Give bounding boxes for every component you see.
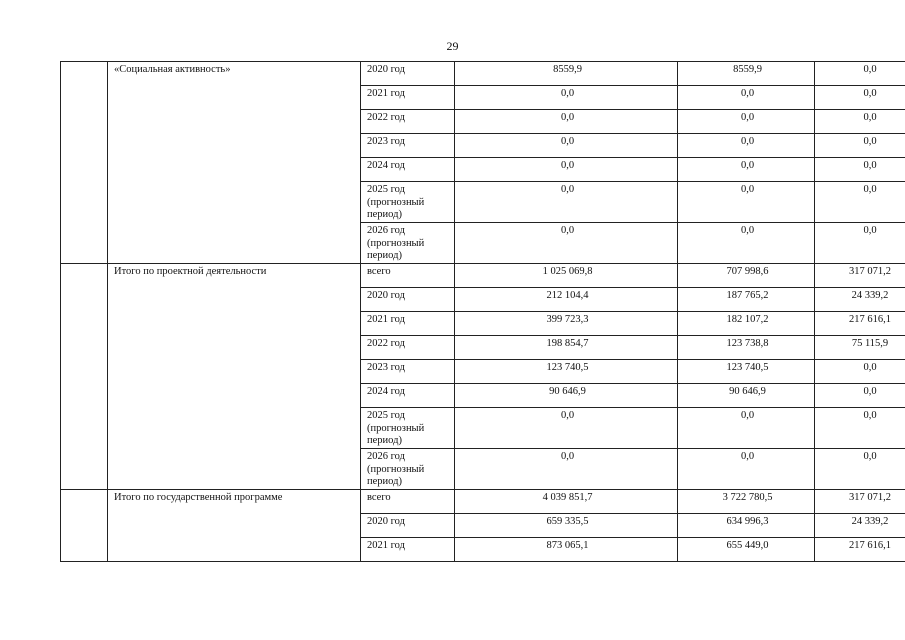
total-value-cell: 0,0 xyxy=(455,86,678,110)
source-b-value-cell: 0,0 xyxy=(815,223,905,264)
source-a-value-cell: 3 722 780,5 xyxy=(678,490,815,514)
table-row xyxy=(61,264,905,288)
period-line: 2020 год xyxy=(367,64,405,75)
total-value-cell: 399 723,3 xyxy=(455,312,678,336)
period-line: 2025 год xyxy=(367,410,405,421)
section-index-cell xyxy=(61,490,108,562)
period-cell xyxy=(361,110,455,134)
total-value-cell: 1 025 069,8 xyxy=(455,264,678,288)
source-b-value-cell: 217 616,1 xyxy=(815,538,905,562)
source-b-value-cell: 0,0 xyxy=(815,408,905,449)
section-name-cell: Итого по проектной деятельности xyxy=(108,264,361,490)
period-line: период) xyxy=(367,209,402,220)
source-b-value-cell: 24 339,2 xyxy=(815,288,905,312)
table-row xyxy=(61,490,905,514)
period-line: 2025 год xyxy=(367,184,405,195)
period-cell xyxy=(361,490,455,514)
source-b-value-cell: 24 339,2 xyxy=(815,514,905,538)
section-name-cell: «Социальная активность» xyxy=(108,62,361,264)
period-line: 2021 год xyxy=(367,314,405,325)
period-line: 2022 год xyxy=(367,338,405,349)
source-a-value-cell: 0,0 xyxy=(678,408,815,449)
source-a-value-cell: 0,0 xyxy=(678,182,815,223)
period-line: (прогнозный xyxy=(367,463,425,475)
period-line: 2023 год xyxy=(367,136,405,147)
source-a-value-cell: 0,0 xyxy=(678,158,815,182)
total-value-cell: 90 646,9 xyxy=(455,384,678,408)
source-a-value-cell: 0,0 xyxy=(678,223,815,264)
budget-table xyxy=(60,61,905,562)
total-value-cell: 659 335,5 xyxy=(455,514,678,538)
total-value-cell: 123 740,5 xyxy=(455,360,678,384)
total-value-cell: 0,0 xyxy=(455,223,678,264)
source-b-value-cell: 0,0 xyxy=(815,86,905,110)
period-line: 2024 год xyxy=(367,160,405,171)
period-cell xyxy=(361,223,455,264)
budget-table-body xyxy=(61,62,905,562)
period-line: (прогнозный xyxy=(367,196,425,208)
source-b-value-cell: 317 071,2 xyxy=(815,490,905,514)
source-a-value-cell: 0,0 xyxy=(678,86,815,110)
source-a-value-cell: 90 646,9 xyxy=(678,384,815,408)
source-a-value-cell: 707 998,6 xyxy=(678,264,815,288)
source-b-value-cell: 0,0 xyxy=(815,182,905,223)
period-cell xyxy=(361,384,455,408)
source-a-value-cell: 123 740,5 xyxy=(678,360,815,384)
total-value-cell: 0,0 xyxy=(455,110,678,134)
source-a-value-cell: 655 449,0 xyxy=(678,538,815,562)
source-a-value-cell: 0,0 xyxy=(678,110,815,134)
source-a-value-cell: 123 738,8 xyxy=(678,336,815,360)
period-cell xyxy=(361,408,455,449)
source-b-value-cell: 217 616,1 xyxy=(815,312,905,336)
period-line: период) xyxy=(367,476,402,487)
period-cell xyxy=(361,182,455,223)
total-value-cell: 4 039 851,7 xyxy=(455,490,678,514)
table-row xyxy=(61,62,905,86)
period-line: 2021 год xyxy=(367,540,405,551)
page-number: 29 xyxy=(446,39,459,53)
period-line: 2026 год xyxy=(367,451,405,462)
period-cell xyxy=(361,514,455,538)
source-b-value-cell: 0,0 xyxy=(815,158,905,182)
period-line: всего xyxy=(367,266,391,277)
total-value-cell: 0,0 xyxy=(455,408,678,449)
total-value-cell: 0,0 xyxy=(455,158,678,182)
total-value-cell: 212 104,4 xyxy=(455,288,678,312)
total-value-cell: 198 854,7 xyxy=(455,336,678,360)
source-b-value-cell: 0,0 xyxy=(815,110,905,134)
total-value-cell: 873 065,1 xyxy=(455,538,678,562)
period-cell xyxy=(361,449,455,490)
period-line: 2026 год xyxy=(367,225,405,236)
period-cell xyxy=(361,288,455,312)
total-value-cell: 8559,9 xyxy=(455,62,678,86)
source-b-value-cell: 75 115,9 xyxy=(815,336,905,360)
period-cell xyxy=(361,538,455,562)
total-value-cell: 0,0 xyxy=(455,449,678,490)
period-line: 2020 год xyxy=(367,290,405,301)
source-a-value-cell: 187 765,2 xyxy=(678,288,815,312)
total-value-cell: 0,0 xyxy=(455,182,678,223)
period-cell xyxy=(361,158,455,182)
period-cell xyxy=(361,312,455,336)
period-line: 2021 год xyxy=(367,88,405,99)
period-line: 2020 год xyxy=(367,516,405,527)
period-line: 2024 год xyxy=(367,386,405,397)
period-cell xyxy=(361,360,455,384)
source-b-value-cell: 317 071,2 xyxy=(815,264,905,288)
period-line: период) xyxy=(367,250,402,261)
source-b-value-cell: 0,0 xyxy=(815,449,905,490)
source-b-value-cell: 0,0 xyxy=(815,134,905,158)
period-cell xyxy=(361,86,455,110)
source-a-value-cell: 0,0 xyxy=(678,449,815,490)
source-a-value-cell: 0,0 xyxy=(678,134,815,158)
period-line: период) xyxy=(367,435,402,446)
source-a-value-cell: 182 107,2 xyxy=(678,312,815,336)
period-line: 2022 год xyxy=(367,112,405,123)
period-line: 2023 год xyxy=(367,362,405,373)
source-a-value-cell: 634 996,3 xyxy=(678,514,815,538)
period-line: всего xyxy=(367,492,391,503)
period-cell xyxy=(361,264,455,288)
section-index-cell xyxy=(61,62,108,264)
source-b-value-cell: 0,0 xyxy=(815,360,905,384)
period-cell xyxy=(361,62,455,86)
period-cell xyxy=(361,134,455,158)
section-index-cell xyxy=(61,264,108,490)
source-b-value-cell: 0,0 xyxy=(815,62,905,86)
period-line: (прогнозный xyxy=(367,237,425,249)
total-value-cell: 0,0 xyxy=(455,134,678,158)
source-b-value-cell: 0,0 xyxy=(815,384,905,408)
period-line: (прогнозный xyxy=(367,422,425,434)
section-name-cell: Итого по государственной программе xyxy=(108,490,361,562)
source-a-value-cell: 8559,9 xyxy=(678,62,815,86)
period-cell xyxy=(361,336,455,360)
